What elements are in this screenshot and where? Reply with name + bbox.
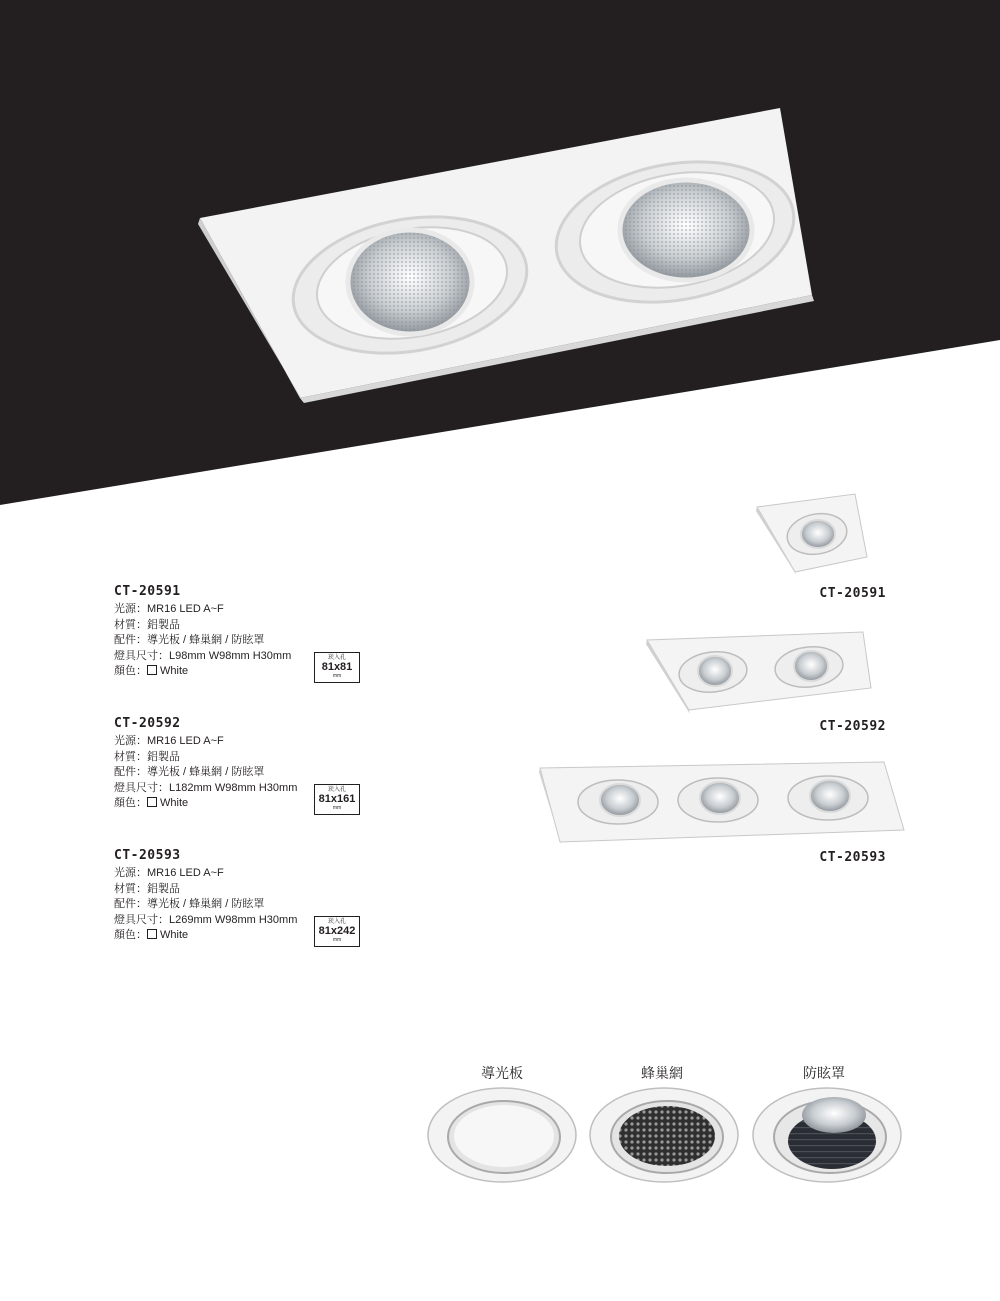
accessories: 配件：導光板 / 蜂巢網 / 防眩罩	[114, 898, 265, 911]
checkbox-icon	[147, 929, 157, 939]
cutout-label: 崁入孔	[327, 919, 346, 925]
accessory-title-light-guide: 導光板	[481, 1065, 523, 1081]
product-code: CT-20591	[114, 584, 181, 599]
hero-banner	[0, 0, 1000, 505]
light-source: 光源：MR16 LED A~F	[114, 735, 224, 747]
cutout-unit: mm	[332, 673, 342, 679]
cutout-badge	[314, 916, 360, 947]
cutout-size: 81x81	[321, 661, 353, 673]
product-code: CT-20593	[114, 848, 181, 863]
honeycomb-mesh-icon	[587, 1085, 742, 1185]
cutout-size: 81x242	[318, 925, 356, 937]
cutout-label: 崁入孔	[327, 787, 346, 793]
material: 材質：鋁製品	[114, 618, 180, 631]
color-label: 顏色：	[114, 665, 147, 678]
dimensions: 燈具尺寸：L98mm W98mm H30mm	[114, 649, 292, 662]
accessory-title-honeycomb: 蜂巢網	[641, 1065, 683, 1081]
color-value: White	[160, 929, 189, 942]
cutout-label: 崁入孔	[327, 655, 346, 661]
dimensions: 燈具尺寸：L269mm W98mm H30mm	[114, 913, 298, 926]
anti-glare-cover-icon	[750, 1085, 905, 1185]
color-label: 顏色：	[114, 929, 147, 942]
spec-block-ct-20593	[114, 848, 374, 944]
spec-block-ct-20591	[114, 584, 374, 680]
thumbnail-label-ct-20591: CT-20591	[819, 586, 886, 601]
cutout-size: 81x161	[318, 793, 356, 805]
checkbox-icon	[147, 797, 157, 807]
light-source: 光源：MR16 LED A~F	[114, 867, 224, 879]
accessories: 配件：導光板 / 蜂巢網 / 防眩罩	[114, 766, 265, 779]
accessory-title-anti-glare: 防眩罩	[803, 1065, 845, 1081]
checkbox-icon	[147, 665, 157, 675]
product-code: CT-20592	[114, 716, 181, 731]
material: 材質：鋁製品	[114, 750, 180, 763]
light-guide-plate-icon	[425, 1085, 580, 1185]
cutout-badge	[314, 652, 360, 683]
thumbnail-label-ct-20592: CT-20592	[819, 719, 886, 734]
spec-block-ct-20592	[114, 716, 374, 812]
color-label: 顏色：	[114, 797, 147, 810]
accessories: 配件：導光板 / 蜂巢網 / 防眩罩	[114, 634, 265, 647]
cutout-unit: mm	[332, 937, 342, 943]
thumbnail-label-ct-20593: CT-20593	[819, 850, 886, 865]
fixture-thumbnail-double	[645, 630, 875, 715]
fixture-thumbnail-single	[755, 492, 870, 582]
material: 材質：鋁製品	[114, 882, 180, 895]
color-value: White	[160, 665, 189, 678]
cutout-badge	[314, 784, 360, 815]
dimensions: 燈具尺寸：L182mm W98mm H30mm	[114, 781, 298, 794]
fixture-thumbnail-triple	[538, 760, 908, 845]
light-source: 光源：MR16 LED A~F	[114, 603, 224, 615]
color-value: White	[160, 797, 189, 810]
cutout-unit: mm	[332, 805, 342, 811]
